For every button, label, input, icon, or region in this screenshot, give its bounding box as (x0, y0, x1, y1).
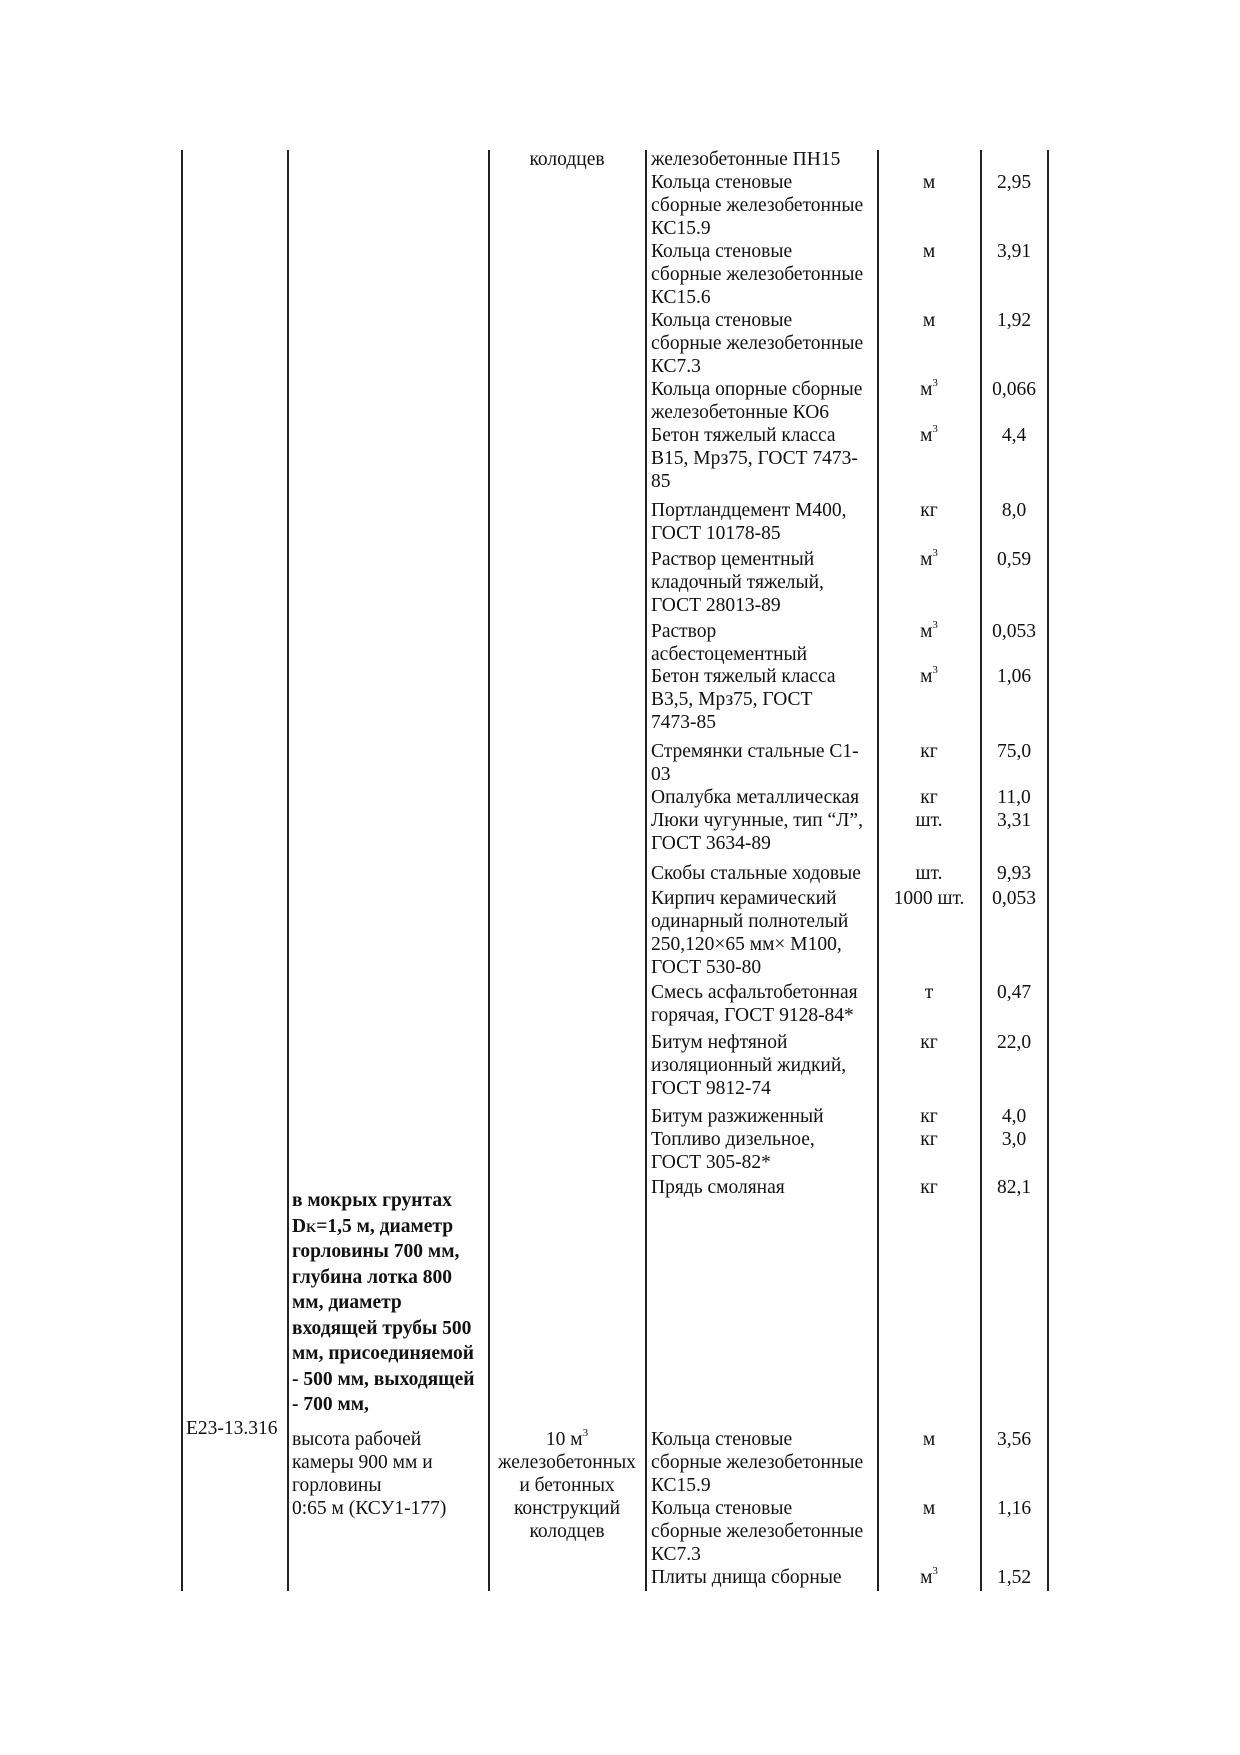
resource-name-line: одинарный полнотелый (651, 911, 849, 932)
section-line: горловины 700 мм, (292, 1241, 460, 1262)
entry-resource-qty: 1,16 (996, 1498, 1032, 1519)
resource-qty: 22,0 (996, 1032, 1032, 1053)
resource-name-line: сборные железобетонные (651, 333, 864, 354)
resource-unit: кг (920, 787, 938, 808)
section-line: - 500 мм, выходящей (292, 1368, 475, 1390)
entry-resource-qty: 3,56 (996, 1429, 1032, 1450)
resource-name-line: Бетон тяжелый класса (651, 425, 836, 446)
resource-name-line: железобетонные КО6 (651, 402, 830, 423)
resource-name-line: ГОСТ 530-80 (651, 957, 762, 978)
resource-name-line: Кольца опорные сборные (651, 379, 863, 400)
resource-name-line: изоляционный жидкий, (651, 1055, 847, 1076)
entry-unit-line: конструкций (513, 1498, 621, 1519)
entry-resource-name-line: КС15.9 (651, 1475, 711, 1496)
entry-unit-head: 10 $м^3$ (545, 1426, 589, 1450)
resource-name-line: ГОСТ 9812-74 (651, 1078, 771, 1099)
resource-name-line: Опалубка металлическая (651, 787, 860, 808)
resource-name-line: Раствор цементный (651, 549, 815, 570)
resource-unit: кг (920, 1106, 938, 1127)
resource-unit: м (922, 310, 936, 331)
entry-resource-unit: м (922, 1429, 936, 1450)
resource-name-line: Смесь асфальтобетонная (651, 982, 858, 1003)
resource-name-line: кладочный тяжелый, (651, 572, 824, 593)
section-line: - 700 мм, (292, 1394, 369, 1415)
resource-name-line: ГОСТ 28013-89 (651, 595, 781, 616)
entry-resource-name-line: Плиты днища сборные (651, 1567, 842, 1588)
entry-resource-unit: м (922, 1498, 936, 1519)
resource-name-line: КС15.6 (651, 287, 711, 308)
entry-unit-line: колодцев (529, 1521, 605, 1542)
resource-qty: 4,4 (1001, 425, 1027, 446)
entry-unit-line: железобетонных (498, 1452, 636, 1473)
resource-name-line: Прядь смоляная (651, 1177, 785, 1198)
resource-unit: м (922, 172, 936, 193)
resource-name-line: Кольца стеновые (651, 241, 793, 262)
resource-name-line: Стремянки стальные С1- (651, 741, 859, 762)
resource-name-line: ГОСТ 3634-89 (651, 833, 771, 854)
entry-unit-line: и бетонных (519, 1475, 615, 1496)
resource-name-line: Люки чугунные, тип “Л”, (651, 810, 863, 831)
section-line: мм, присоединяемой (292, 1343, 474, 1364)
resource-name-line: Портландцемент М400, (651, 500, 847, 521)
resource-qty: 8,0 (1001, 500, 1027, 521)
resource-name-line: Кольца стеновые (651, 172, 793, 193)
unit-continued: колодцев (529, 149, 605, 170)
entry-resource-qty: 1,52 (996, 1567, 1032, 1588)
resource-qty: 82,1 (996, 1177, 1032, 1198)
resource-name-line: горячая, ГОСТ 9128-84* (651, 1005, 854, 1026)
resource-unit: кг (920, 1032, 938, 1053)
entry-desc-line: горловины (292, 1475, 382, 1496)
section-line: входящей трубы 500 (292, 1317, 472, 1339)
section-line: мм, диаметр (292, 1292, 402, 1313)
resource-continued: железобетонные ПН15 (651, 149, 841, 170)
entry-resource-name-line: КС7.3 (651, 1544, 701, 1565)
resource-name-line: сборные железобетонные (651, 195, 864, 216)
entry-resource-unit: $м^3$ (920, 1564, 938, 1588)
resource-qty: 1,92 (996, 310, 1032, 331)
resource-qty: 3,0 (1001, 1129, 1027, 1150)
resource-unit: 1000 шт. (893, 888, 965, 909)
resource-qty: 0,053 (992, 888, 1036, 909)
resource-qty: 1,06 (996, 666, 1032, 687)
section-line: глубина лотка 800 (292, 1266, 452, 1288)
resource-unit: кг (920, 1177, 938, 1198)
entry-resource-name-line: сборные железобетонные (651, 1521, 864, 1542)
resource-name-line: 85 (651, 471, 671, 492)
resource-unit: шт. (915, 810, 943, 831)
resource-name-line: Топливо дизельное, (651, 1129, 815, 1150)
resource-qty: 0,053 (992, 621, 1036, 642)
resource-qty: 4,0 (1001, 1106, 1027, 1127)
resource-name-line: 250,120×65 мм× М100, (651, 934, 842, 955)
resource-qty: 9,93 (996, 863, 1032, 884)
entry-desc-line: высота рабочей (292, 1429, 422, 1450)
resource-unit: $м^3$ (920, 376, 938, 400)
resource-qty: 0,59 (996, 549, 1032, 570)
resource-name-line: В3,5, Мрз75, ГОСТ (651, 689, 813, 710)
entry-code: Е23-13.316 (186, 1418, 278, 1439)
resource-qty: 0,47 (996, 982, 1032, 1003)
resource-unit: $м^3$ (920, 422, 938, 446)
resource-name-line: КС7.3 (651, 356, 701, 377)
table-divider-unit (645, 150, 647, 1591)
table-divider-code (287, 150, 289, 1591)
resource-unit: м (922, 241, 936, 262)
resource-qty: 0,066 (992, 379, 1036, 400)
resource-unit: $м^3$ (920, 663, 938, 687)
resource-unit: $м^3$ (920, 618, 938, 642)
resource-qty: 75,0 (996, 741, 1032, 762)
resource-unit: $м^3$ (920, 546, 938, 570)
table-border-left (181, 150, 183, 1591)
entry-resource-name-line: Кольца стеновые (651, 1429, 793, 1450)
resource-name-line: Битум разжиженный (651, 1106, 824, 1127)
table-border-right (1047, 150, 1049, 1591)
resource-name-line: Раствор (651, 621, 717, 642)
resource-qty: 3,91 (996, 241, 1032, 262)
resource-name-line: сборные железобетонные (651, 264, 864, 285)
resource-name-line: Бетон тяжелый класса (651, 666, 836, 687)
table-divider-desc (488, 150, 490, 1591)
resource-name-line: Битум нефтяной (651, 1032, 788, 1053)
resource-name-line: ГОСТ 10178-85 (651, 523, 781, 544)
resource-name-line: КС15.9 (651, 218, 711, 239)
resource-name-line: 03 (651, 764, 671, 785)
resource-qty: 11,0 (997, 787, 1031, 808)
resource-qty: 2,95 (996, 172, 1032, 193)
resource-qty: 3,31 (996, 810, 1032, 831)
resource-unit: шт. (915, 863, 943, 884)
entry-resource-name-line: сборные железобетонные (651, 1452, 864, 1473)
resource-unit: кг (920, 500, 938, 521)
entry-desc-line: 0:65 м (КСУ1-177) (292, 1498, 447, 1519)
resource-unit: кг (920, 1129, 938, 1150)
resource-name-line: В15, Мрз75, ГОСТ 7473- (651, 448, 858, 469)
resource-name-line: Кирпич керамический (651, 888, 837, 909)
resource-name-line: ГОСТ 305-82* (651, 1152, 771, 1173)
resource-unit: кг (920, 741, 938, 762)
resource-name-line: 7473-85 (651, 712, 716, 733)
entry-resource-name-line: Кольца стеновые (651, 1498, 793, 1519)
section-line: DK=1,5 м, диаметр (292, 1215, 454, 1237)
entry-desc-line: камеры 900 мм и (292, 1452, 433, 1473)
resource-unit: т (924, 982, 934, 1003)
section-line: в мокрых грунтах (292, 1190, 452, 1211)
resource-name-line: асбестоцементный (651, 644, 808, 665)
resource-name-line: Скобы стальные ходовые (651, 863, 861, 884)
resource-name-line: Кольца стеновые (651, 310, 793, 331)
